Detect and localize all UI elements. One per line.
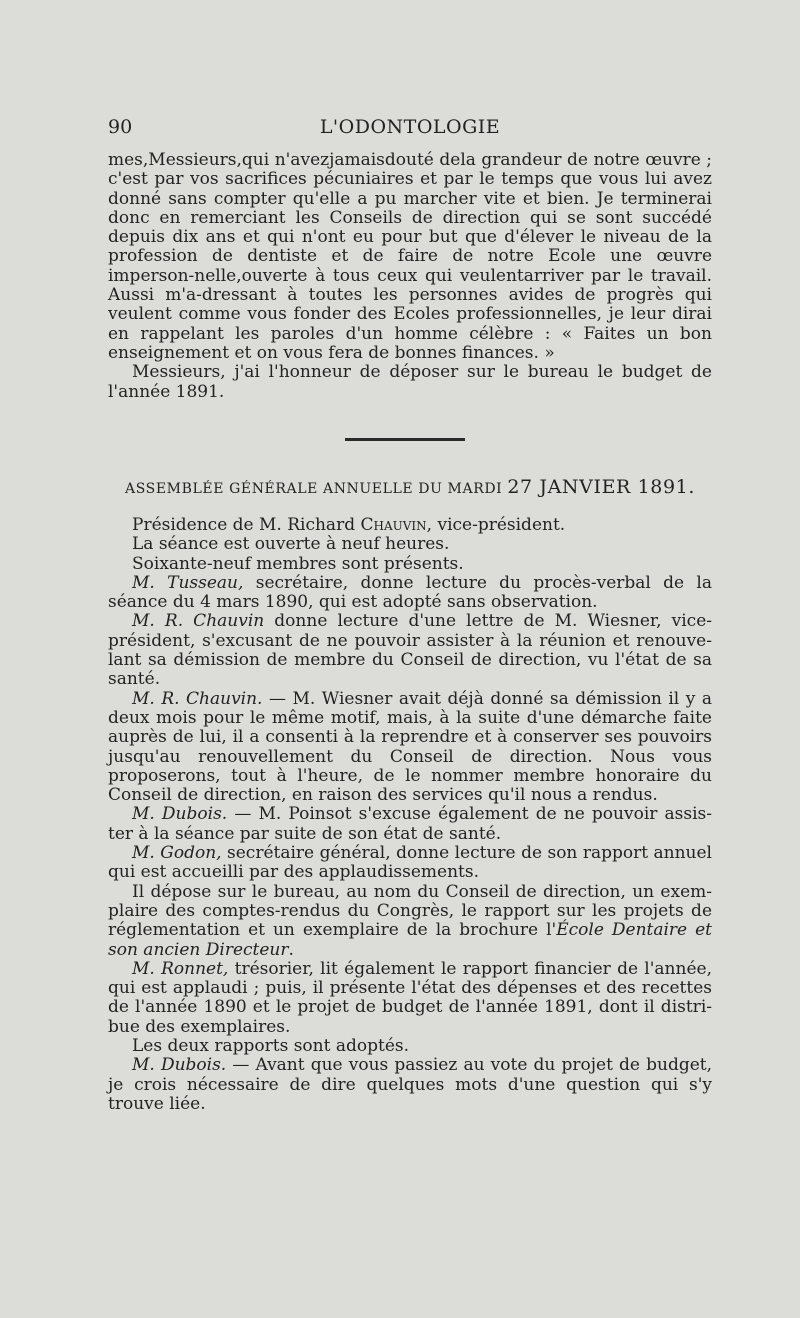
ronnet-text: trésorier, lit également le rapport financier de l'année, qui est applaudi ; puis, il présente l'état des dépenses et des recettes de l'année 1890 et le projet de budget de l'année 1891, dont il distri-bue des exemplaires. bbox=[108, 958, 712, 1037]
depose-paragraph bbox=[108, 883, 712, 960]
chauvin-paragraph-1 bbox=[108, 612, 712, 689]
presidence-paragraph bbox=[108, 516, 712, 535]
dubois-text-1: — M. Poinsot s'excuse également de ne pouvoir assis-ter à la séance par suite de son état de santé. bbox=[108, 804, 712, 844]
chauvin-text-1: donne lecture d'une lettre de M. Wiesner, vice-président, s'excusant de ne pouvoir assister à la réunion et renouve-lant sa démission de membre du Conseil de direction, vu l'état de sa santé. bbox=[108, 611, 712, 690]
presidence-suffix: , vice-président. bbox=[426, 515, 566, 535]
depose-text: Il dépose sur le bureau, au nom du Conseil de direction, un exem-plaire des comptes-rendus du Congrès, le rapport sur les projets de réglementation et un exemplaire de la brochure l' bbox=[108, 881, 712, 941]
depose-end: . bbox=[288, 939, 294, 960]
dubois-text-2: — Avant que vous passiez au vote du projet de budget, je crois nécessaire de dire quelques mots d'une question qui s'y trouve liée. bbox=[108, 1055, 712, 1114]
speaker-dubois-1: M. Dubois. bbox=[132, 804, 228, 825]
godon-text: secrétaire général, donne lecture de son rapport annuel qui est accueilli par des applaudissements. bbox=[108, 843, 712, 883]
chauvin-text-2: — M. Wiesner avait déjà donné sa démission il y a deux mois pour le même motif, mais, à la suite d'une démarche faite auprès de lui, il a consenti à la reprendre et à conserver ses pouvoirs jusqu'au renouvellement du Conseil de direction. Nous vous proposerons, tout à l'heure, de le nommer membre honoraire du Conseil de direction, en raison des services qu'il nous a rendus. bbox=[108, 688, 712, 806]
speech-paragraph-2: Messieurs, j'ai l'honneur de déposer sur le bureau le budget de l'année 1891. bbox=[108, 362, 712, 402]
speaker-ronnet: M. Ronnet, bbox=[132, 958, 229, 979]
page-header bbox=[108, 116, 712, 142]
chauvin-paragraph-2 bbox=[108, 690, 712, 806]
meeting-minutes bbox=[108, 516, 712, 1114]
tusseau-text: secrétaire, donne lecture du procès-verbal de la séance du 4 mars 1890, qui est adopté sans observation. bbox=[108, 572, 712, 613]
page-number: 90 bbox=[108, 116, 133, 138]
brochure-title: École Dentaire et son ancien Directeur bbox=[108, 920, 713, 960]
running-title: L'ODONTOLOGIE bbox=[319, 116, 501, 138]
membres-paragraph: Soixante-neuf membres sont présents. bbox=[132, 553, 464, 574]
section-heading bbox=[108, 476, 712, 498]
heading-date: 27 JANVIER 1891. bbox=[507, 476, 695, 498]
tusseau-paragraph bbox=[108, 574, 712, 613]
dubois-paragraph-2 bbox=[108, 1056, 712, 1114]
presidence-prefix: Présidence de M. Richard bbox=[132, 515, 356, 535]
presidence-name: Chauvin bbox=[360, 515, 427, 535]
seance-paragraph: La séance est ouverte à neuf heures. bbox=[132, 534, 450, 555]
continued-speech bbox=[108, 151, 712, 402]
rapports-paragraph: Les deux rapports sont adoptés. bbox=[132, 1036, 410, 1057]
ronnet-paragraph bbox=[108, 960, 712, 1037]
speaker-godon: M. Godon, bbox=[132, 843, 222, 864]
dubois-paragraph-1 bbox=[108, 805, 712, 844]
godon-paragraph bbox=[108, 844, 712, 883]
speech-paragraph-1: mes,Messieurs,qui n'avezjamaisdouté dela grandeur de notre œuvre ; c'est par vos sacrifices pécuniaires et par le temps que vous lui avez donné sans compter qu'elle a pu marcher vite et bien. Je terminerai donc en remerciant les Conseils de direction qui se sont succédé depuis dix ans et qui n'ont eu pour but que d'élever le niveau de la profession de dentiste et de faire de notre Ecole une œuvre imperson-nelle,ouverte à tous ceux qui veulentarriver par le travail. Aussi m'a-dressant à toutes les personnes avides de progrès qui veulent comme vous fonder des Ecoles professionnelles, je leur dirai en rappelant les paroles d'un homme célèbre : « Faites un bon enseignement et on vous fera de bonnes finances. » bbox=[108, 150, 712, 363]
speaker-dubois-2: M. Dubois. bbox=[132, 1055, 227, 1076]
heading-text: ASSEMBLÉE GÉNÉRALE ANNUELLE DU MARDI bbox=[125, 481, 503, 497]
speaker-chauvin-1: M. R. Chauvin bbox=[132, 611, 265, 632]
section-divider bbox=[345, 438, 465, 441]
speaker-chauvin-2: M. R. Chauvin. bbox=[132, 688, 263, 709]
speaker-tusseau: M. Tusseau, bbox=[132, 572, 244, 593]
